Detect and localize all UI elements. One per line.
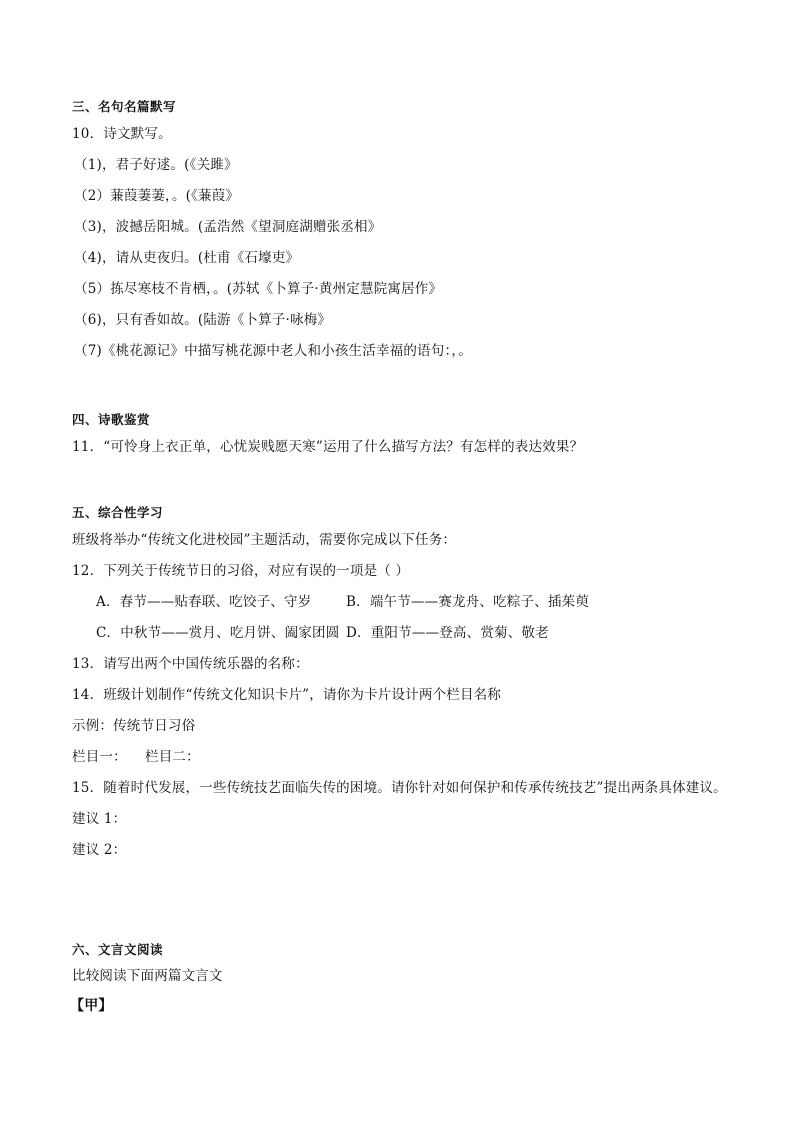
option-a: A．春节——贴春联、吃饺子、守岁 [96, 594, 312, 610]
column-2-label: 栏目二： [145, 749, 200, 765]
item-10-1: （1)，君子好逑。(《关雎》 [74, 157, 238, 173]
example-line: 示例：传统节日习俗 [72, 718, 196, 734]
section-5-intro: 班级将举办“传统文化进校园”主题活动，需要你完成以下任务： [72, 532, 457, 548]
item-10-5: （5）拣尽寒枝不肯栖，。(苏轼《卜算子·黄州定慧院寓居作》 [74, 281, 443, 297]
suggestion-1-label: 建议 1： [72, 811, 127, 827]
passage-label-jia: 【甲】 [70, 998, 113, 1014]
section-6-intro: 比较阅读下面两篇文言文 [72, 968, 223, 984]
section-heading-4: 四、诗歌鉴赏 [72, 412, 151, 427]
item-10-2: （2）蒹葭萋萋，。(《蒹葭》 [74, 188, 240, 204]
section-heading-3: 三、名句名篇默写 [72, 99, 177, 114]
option-d: D．重阳节——登高、赏菊、敬老 [346, 625, 549, 641]
question-11: 11．“可怜身上衣正单，心忧炭贱愿天寒”运用了什么描写方法？有怎样的表达效果？ [72, 439, 584, 455]
column-1-label: 栏目一： [72, 749, 127, 765]
item-10-7: （7)《桃花源记》中描写桃花源中老人和小孩生活幸福的语句：，。 [74, 343, 473, 359]
question-12: 12．下列关于传统节日的习俗，对应有误的一项是（ ） [72, 563, 410, 579]
option-b: B．端午节——赛龙舟、吃粽子、插茱萸 [346, 594, 590, 610]
option-c: C．中秋节——赏月、吃月饼、阖家团圆 [96, 625, 340, 641]
section-heading-6: 六、文言文阅读 [72, 942, 164, 957]
question-13: 13．请写出两个中国传统乐器的名称： [72, 656, 309, 672]
item-10-4: （4)，请从吏夜归。(杜甫《石壕吏》 [74, 250, 300, 266]
item-10-6: （6)，只有香如故。(陆游《卜算子·咏梅》 [74, 312, 332, 328]
question-10: 10．诗文默写。 [72, 126, 172, 142]
suggestion-2-label: 建议 2： [72, 842, 127, 858]
question-15: 15．随着时代发展，一些传统技艺面临失传的困境。请你针对如何保护和传承传统技艺”提出两条具体建议。 [72, 780, 727, 796]
section-heading-5: 五、综合性学习 [72, 505, 164, 520]
question-14: 14．班级计划制作“传统文化知识卡片”，请你为卡片设计两个栏目名称 [72, 687, 502, 703]
item-10-3: （3)，波撼岳阳城。(孟浩然《望洞庭湖赠张丞相》 [74, 219, 382, 235]
